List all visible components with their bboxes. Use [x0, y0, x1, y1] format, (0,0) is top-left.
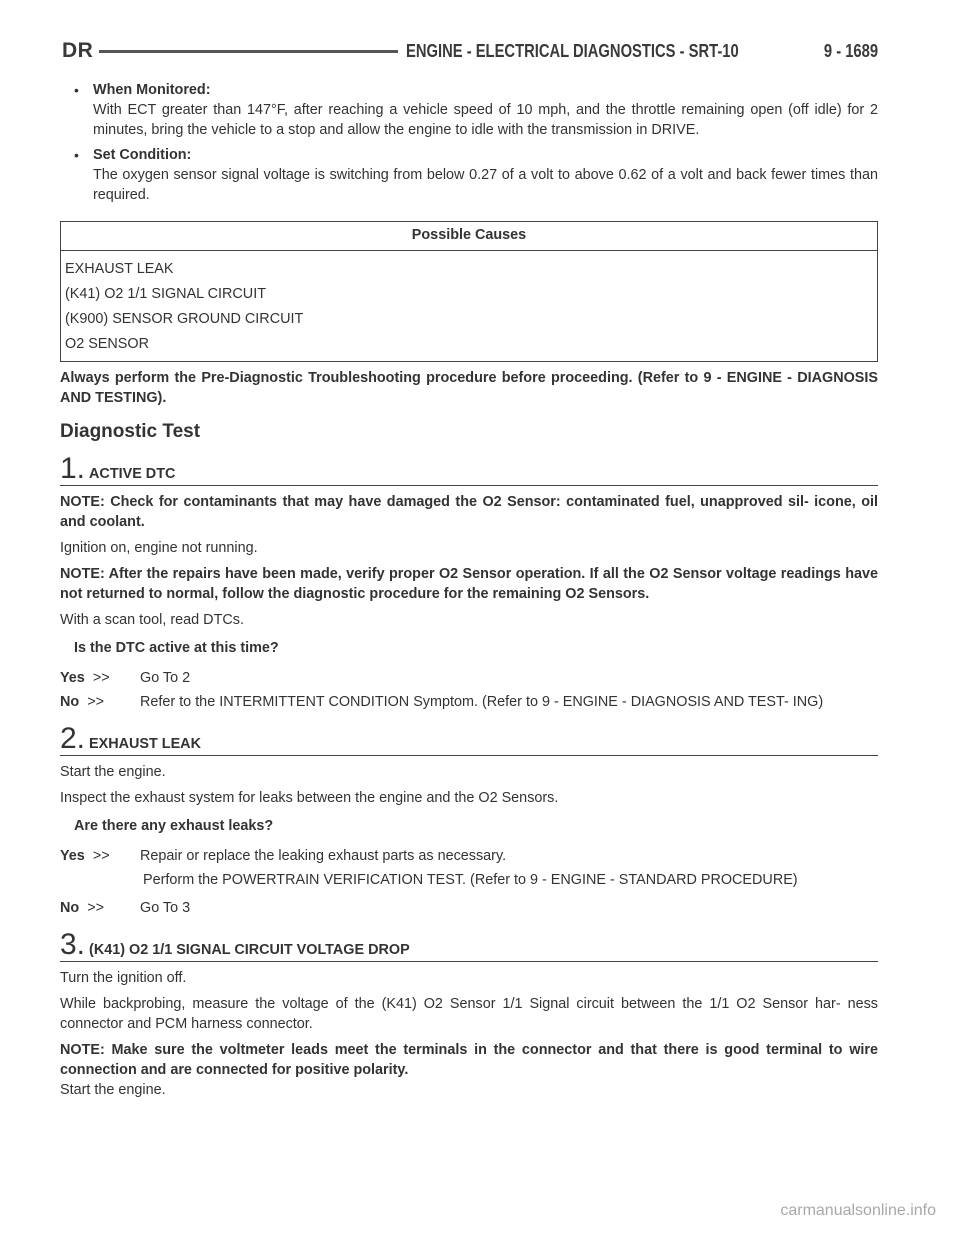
answer-no [60, 898, 878, 918]
instruction: Turn the ignition off. [60, 970, 187, 986]
bullet-text: With ECT greater than 147°F, after reaching a vehicle speed of 10 mph, and the throttle remaining open (off idle) for 2 minutes, bring the vehicle to a stop and allow the engine to idle with the transmission in DRIVE. [93, 102, 878, 138]
answer-yes [60, 668, 878, 688]
step-title: ACTIVE DTC [89, 466, 176, 482]
step-title: EXHAUST LEAK [89, 736, 201, 752]
answer-extra: Perform the POWERTRAIN VERIFICATION TEST. (Refer to 9 - ENGINE - STANDARD PROCEDURE) [143, 872, 798, 888]
step-number: 2. [60, 722, 86, 755]
bullet-text: The oxygen sensor signal voltage is switching from below 0.27 of a volt to above 0.62 of a volt and back fewer times than required. [93, 167, 878, 203]
header-page-number: 9 - 1689 [823, 40, 878, 61]
causes-heading: Possible Causes [61, 222, 877, 251]
pre-diagnostic-note: Always perform the Pre-Diagnostic Troubleshooting procedure before proceeding. (Refer to 9 - ENGINE - DIAGNOSIS AND TESTING). [60, 370, 878, 406]
bullet-dot: • [74, 147, 79, 163]
section-title: Diagnostic Test [60, 421, 201, 442]
header-title: ENGINE - ELECTRICAL DIAGNOSTICS - SRT-10 [406, 40, 739, 61]
cause-item: EXHAUST LEAK [65, 261, 174, 277]
step-heading [60, 452, 878, 486]
watermark-link[interactable]: carmanualsonline.info [780, 1202, 936, 1219]
instruction: With a scan tool, read DTCs. [60, 612, 244, 628]
answer-text: Go To 3 [140, 900, 191, 916]
answer-label-text: No [60, 900, 80, 916]
answer-label [60, 692, 140, 712]
answer-yes [60, 846, 878, 866]
answer-text: Repair or replace the leaking exhaust parts as necessary. [140, 848, 507, 864]
step-number: 3. [60, 928, 86, 961]
cause-item: (K41) O2 1/1 SIGNAL CIRCUIT [65, 286, 266, 302]
causes-list [61, 251, 877, 361]
note: NOTE: Make sure the voltmeter leads meet the terminals in the connector and that there is good terminal to wire connection and are connected for positive polarity. [60, 1042, 878, 1078]
question: Are there any exhaust leaks? [74, 818, 274, 834]
cause-item: O2 SENSOR [65, 336, 149, 352]
instruction: Start the engine. [60, 764, 166, 780]
header-model-code: DR [62, 39, 94, 62]
answer-no [60, 692, 878, 712]
step-heading [60, 928, 878, 962]
bullet-dot: • [74, 82, 79, 98]
instruction: Inspect the exhaust system for leaks between the engine and the O2 Sensors. [60, 790, 559, 806]
bullet-label: When Monitored: [93, 82, 211, 98]
step-title: (K41) O2 1/1 SIGNAL CIRCUIT VOLTAGE DROP [89, 942, 410, 958]
arrow-icon: >> [92, 848, 110, 864]
answer-label-text: No [60, 694, 80, 710]
note: NOTE: Check for contaminants that may have damaged the O2 Sensor: contaminated fuel, unapproved sil- icone, oil and coolant. [60, 494, 878, 530]
answer-label [60, 668, 140, 688]
answer-label-text: Yes [60, 848, 85, 864]
header-rule [99, 50, 398, 53]
arrow-icon: >> [87, 900, 104, 916]
note: NOTE: After the repairs have been made, verify proper O2 Sensor operation. If all the O2 Sensor voltage readings have not returned to normal, follow the diagnostic procedure for the remaining O2 Sensors. [60, 566, 878, 602]
bullet-set-condition [60, 145, 878, 205]
page-header [62, 36, 878, 66]
answer-label [60, 846, 140, 866]
bullet-when-monitored [60, 80, 878, 140]
instruction: While backprobing, measure the voltage of the (K41) O2 Sensor 1/1 Signal circuit between the 1/1 O2 Sensor har- ness connector and PCM harness connector. [60, 996, 878, 1032]
arrow-icon: >> [92, 670, 110, 686]
cause-item: (K900) SENSOR GROUND CIRCUIT [65, 311, 304, 327]
question: Is the DTC active at this time? [74, 640, 279, 656]
answer-text: Go To 2 [140, 670, 191, 686]
bullet-label: Set Condition: [93, 147, 192, 163]
answer-label [60, 898, 140, 918]
answer-text: Refer to the INTERMITTENT CONDITION Symptom. (Refer to 9 - ENGINE - DIAGNOSIS AND TEST- ING) [140, 694, 824, 710]
arrow-icon: >> [87, 694, 104, 710]
page-content [60, 80, 878, 1106]
instruction: Start the engine. [60, 1082, 166, 1098]
possible-causes-table [60, 221, 878, 362]
step-heading [60, 722, 878, 756]
instruction: Ignition on, engine not running. [60, 540, 258, 556]
step-number: 1. [60, 452, 86, 485]
answer-label-text: Yes [60, 670, 85, 686]
